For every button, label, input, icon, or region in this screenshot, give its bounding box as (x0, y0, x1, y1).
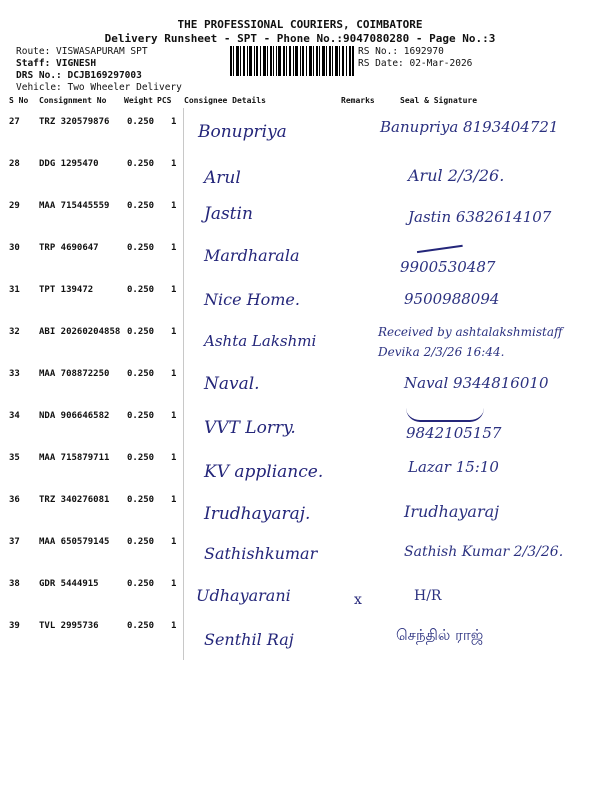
row-weight: 0.250 (127, 243, 155, 253)
row-weight: 0.250 (127, 117, 155, 127)
signature: H/R (414, 588, 442, 604)
row-pcs: 1 (171, 285, 177, 295)
consignee-handwriting: Naval. (204, 374, 260, 394)
table-row (8, 318, 596, 360)
runsheet-title: THE PROFESSIONAL COURIERS, COIMBATORE (177, 18, 423, 31)
row-consignment: MAA 715879711 (39, 453, 110, 463)
signature: 9500988094 (404, 290, 500, 308)
row-sno: 33 (9, 369, 20, 379)
row-pcs: 1 (171, 243, 177, 253)
table-row (8, 108, 596, 150)
row-sno: 35 (9, 453, 20, 463)
row-pcs: 1 (171, 369, 177, 379)
signature: Lazar 15:10 (408, 458, 499, 476)
signature: Banupriya 8193404721 (380, 118, 559, 136)
row-weight: 0.250 (127, 159, 155, 169)
row-weight: 0.250 (127, 411, 155, 421)
col-remarks: Remarks (341, 96, 375, 105)
row-pcs: 1 (171, 159, 177, 169)
row-weight: 0.250 (127, 537, 155, 547)
row-sno: 32 (9, 327, 20, 337)
row-weight: 0.250 (127, 201, 155, 211)
table-row (8, 528, 596, 570)
consignee-handwriting: Bonupriya (198, 122, 287, 142)
table-row (8, 150, 596, 192)
row-consignment: TRZ 340276081 (39, 495, 110, 505)
col-consignee: Consignee Details (184, 96, 266, 105)
signature: Irudhayaraj (404, 502, 500, 521)
vehicle-label: Vehicle: Two Wheeler Delivery (16, 82, 182, 93)
row-sno: 34 (9, 411, 20, 421)
row-consignment: NDA 906646582 (39, 411, 110, 421)
struck-signature (415, 233, 463, 253)
row-weight: 0.250 (127, 579, 155, 589)
rs-date: RS Date: 02-Mar-2026 (358, 58, 473, 69)
remarks-mark: x (354, 592, 362, 608)
row-weight: 0.250 (127, 621, 155, 631)
table-row (8, 402, 596, 444)
col-sno: S No (9, 96, 29, 105)
signature: Naval 9344816010 (404, 374, 549, 392)
row-weight: 0.250 (127, 285, 155, 295)
row-pcs: 1 (171, 327, 177, 337)
row-sno: 38 (9, 579, 20, 589)
signature: 9900530487 (400, 258, 496, 276)
table-row (8, 276, 596, 318)
col-consignment: Consignment No (39, 96, 107, 105)
row-sno: 27 (9, 117, 20, 127)
row-pcs: 1 (171, 411, 177, 421)
row-sno: 31 (9, 285, 20, 295)
rs-number: RS No.: 1692970 (358, 46, 444, 57)
row-pcs: 1 (171, 117, 177, 127)
drs-label: DRS No.: DCJB169297003 (16, 70, 142, 81)
consignee-handwriting: Senthil Raj (204, 630, 294, 649)
table-row (8, 444, 596, 486)
table-row (8, 192, 596, 234)
runsheet-subtitle: Delivery Runsheet - SPT - Phone No.:9047080280 - Page No.:3 (104, 32, 496, 45)
row-sno: 39 (9, 621, 20, 631)
row-weight: 0.250 (127, 495, 155, 505)
row-sno: 36 (9, 495, 20, 505)
table-row (8, 360, 596, 402)
row-consignment: TRZ 320579876 (39, 117, 110, 127)
row-weight: 0.250 (127, 453, 155, 463)
signature: Jastin 6382614107 (408, 208, 552, 226)
row-consignment: MAA 715445559 (39, 201, 110, 211)
signature: Sathish Kumar 2/3/26. (404, 544, 564, 560)
consignee-handwriting: Jastin (204, 204, 253, 224)
row-sno: 29 (9, 201, 20, 211)
barcode (230, 46, 354, 76)
row-consignment: ABI 20260204858 (39, 327, 121, 337)
row-consignment: TVL 2995736 (39, 621, 99, 631)
signature: 9842105157 (406, 424, 502, 442)
consignee-handwriting: Irudhayaraj. (204, 504, 311, 524)
consignee-handwriting: Nice Home. (204, 290, 300, 309)
row-weight: 0.250 (127, 327, 155, 337)
table-row (8, 612, 596, 654)
consignee-handwriting: Arul (204, 168, 241, 188)
consignee-handwriting: VVT Lorry. (204, 418, 296, 438)
row-consignment: DDG 1295470 (39, 159, 99, 169)
col-weight: Weight (124, 96, 153, 105)
row-pcs: 1 (171, 453, 177, 463)
row-weight: 0.250 (127, 369, 155, 379)
row-pcs: 1 (171, 537, 177, 547)
route-label: Route: VISWASAPURAM SPT (16, 46, 148, 57)
signature-scribble (406, 408, 484, 422)
col-pcs: PCS (157, 96, 172, 105)
row-consignment: TRP 4690647 (39, 243, 99, 253)
row-pcs: 1 (171, 621, 177, 631)
table-row (8, 486, 596, 528)
consignee-handwriting: Mardharala (204, 246, 300, 265)
table-row (8, 570, 596, 612)
row-pcs: 1 (171, 201, 177, 211)
signature: செந்தில் ராஜ் (396, 626, 484, 644)
row-consignment: MAA 708872250 (39, 369, 110, 379)
col-seal: Seal & Signature (400, 96, 478, 105)
row-pcs: 1 (171, 579, 177, 589)
consignee-handwriting: Sathishkumar (204, 544, 318, 563)
consignee-handwriting: KV appliance. (204, 462, 324, 482)
consignee-handwriting: Udhayarani (196, 586, 291, 605)
row-sno: 37 (9, 537, 20, 547)
row-pcs: 1 (171, 495, 177, 505)
row-consignment: TPT 139472 (39, 285, 94, 295)
row-consignment: MAA 650579145 (39, 537, 110, 547)
staff-label: Staff: VIGNESH (16, 58, 97, 69)
table-row (8, 234, 596, 276)
signature: Arul 2/3/26. (408, 166, 505, 185)
row-consignment: GDR 5444915 (39, 579, 99, 589)
row-sno: 30 (9, 243, 20, 253)
consignee-handwriting: Ashta Lakshmi (204, 332, 317, 350)
signature: Received by ashtalakshmistaff Devika 2/3/26 16:44. (378, 325, 563, 359)
row-sno: 28 (9, 159, 20, 169)
